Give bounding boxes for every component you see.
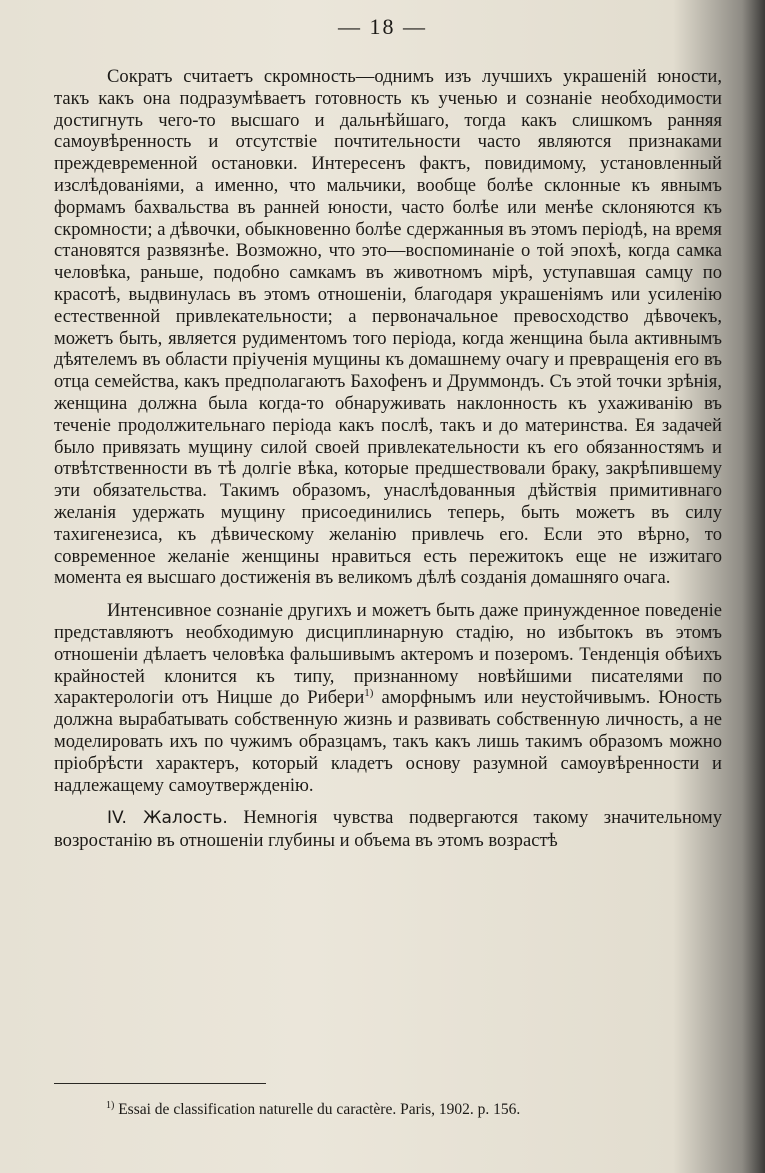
paragraph-text: Немногія чувства подвергаются такому значительному возростанію въ отношеніи глубины и объема въ этомъ возрастѣ — [54, 807, 722, 852]
body-text — [54, 66, 722, 852]
footnote-text: Essai de classification naturelle du caractère. Paris, 1902. p. 156. — [114, 1101, 521, 1118]
paragraph-modesty: Сократъ считаетъ скромность—однимъ изъ лучшихъ украшеній юности, такъ какъ она подразумѣваетъ готовность къ ученью и сознаніе необходимости достигнуть чего-то высшаго и дальнѣйшаго, тогда какъ слишкомъ ранняя самоувѣренность и отсутствіе почтительности часто являются признаками преждевременной остановки. Интересенъ фактъ, повидимому, установленный изслѣдованіями, а именно, что мальчики, вообще болѣе склонные къ явнымъ формамъ бахвальства въ ранней юности, часто болѣе или менѣе склоняются къ скромности; а дѣвочки, обыкновенно болѣе сдержанныя въ этомъ періодѣ, на время становятся развязнѣе. Возможно, что это—воспоминаніе о той эпохѣ, когда самка человѣка, раньше, подобно самкамъ въ животномъ мірѣ, уступавшая самцу по красотѣ, выдвинулась въ этомъ отношеніи, благодаря украшеніямъ или усиленію естественной привлекательности; а первоначальное превосходство дѣвочекъ, можетъ быть, является рудиментомъ того періода, когда женщина была активнымъ дѣятелемъ въ области пріученія мущины къ домашнему очагу и превращенія его въ отца семейства, какъ предполагаютъ Бахофенъ и Друммондъ. Съ этой точки зрѣнія, женщина должна была когда-то обнаруживать наклонность къ ухаживанію въ теченіе продолжительнаго періода какъ послѣ, такъ и до материнства. Ея задачей было привязать мущину силой своей привлекательности къ его обязанностямъ и отвѣтственности въ тѣ долгіе вѣка, которые предшествовали браку, закрѣпившему эти обязательства. Такимъ образомъ, унаслѣдованныя дѣйствія примитивнаго желанія удержать мущину присоединились теперь, быть можетъ въ силу тахигенезиса, къ дѣвическому желанію привлечь его. Если это вѣрно, то современное желаніе женщины нравиться есть пережитокъ еще не изжитаго момента ея высшаго достиженія въ великомъ дѣлѣ созданія домашняго очага. — [54, 66, 722, 589]
footnote-divider — [54, 1083, 266, 1084]
page-number: — 18 — — [338, 14, 427, 39]
paragraph-pity — [54, 807, 722, 852]
footnote-reference: 1) — [364, 687, 374, 700]
paragraph-text: Интенсивное сознаніе другихъ и можетъ быть даже принужденное поведеніе представляютъ необходимую дисциплинарную стадію, но избытокъ въ этомъ отношеніи дѣлаетъ человѣка фальшивымъ актеромъ и позеромъ. Тенденція обѣихъ крайностей клонится къ типу, признанному новѣйшими писателями по характерологіи отъ Ницше до Рибери — [54, 600, 722, 709]
section-heading: IV. Жалость. — [107, 808, 228, 829]
paragraph-text-continued: аморфнымъ или неустойчивымъ. Юность должна вырабатывать собственную жизнь и развивать собственную личность, а не моделировать ихъ по чужимъ образцамъ, такъ какъ лишь такимъ образомъ можно пріобрѣсти характеръ, который кладетъ основу разумной самоувѣренности и надлежащему самоутвержденію. — [54, 687, 722, 796]
footnote — [54, 1100, 722, 1120]
footnote-mark: 1) — [106, 1099, 115, 1111]
paragraph-self-consciousness — [54, 600, 722, 796]
